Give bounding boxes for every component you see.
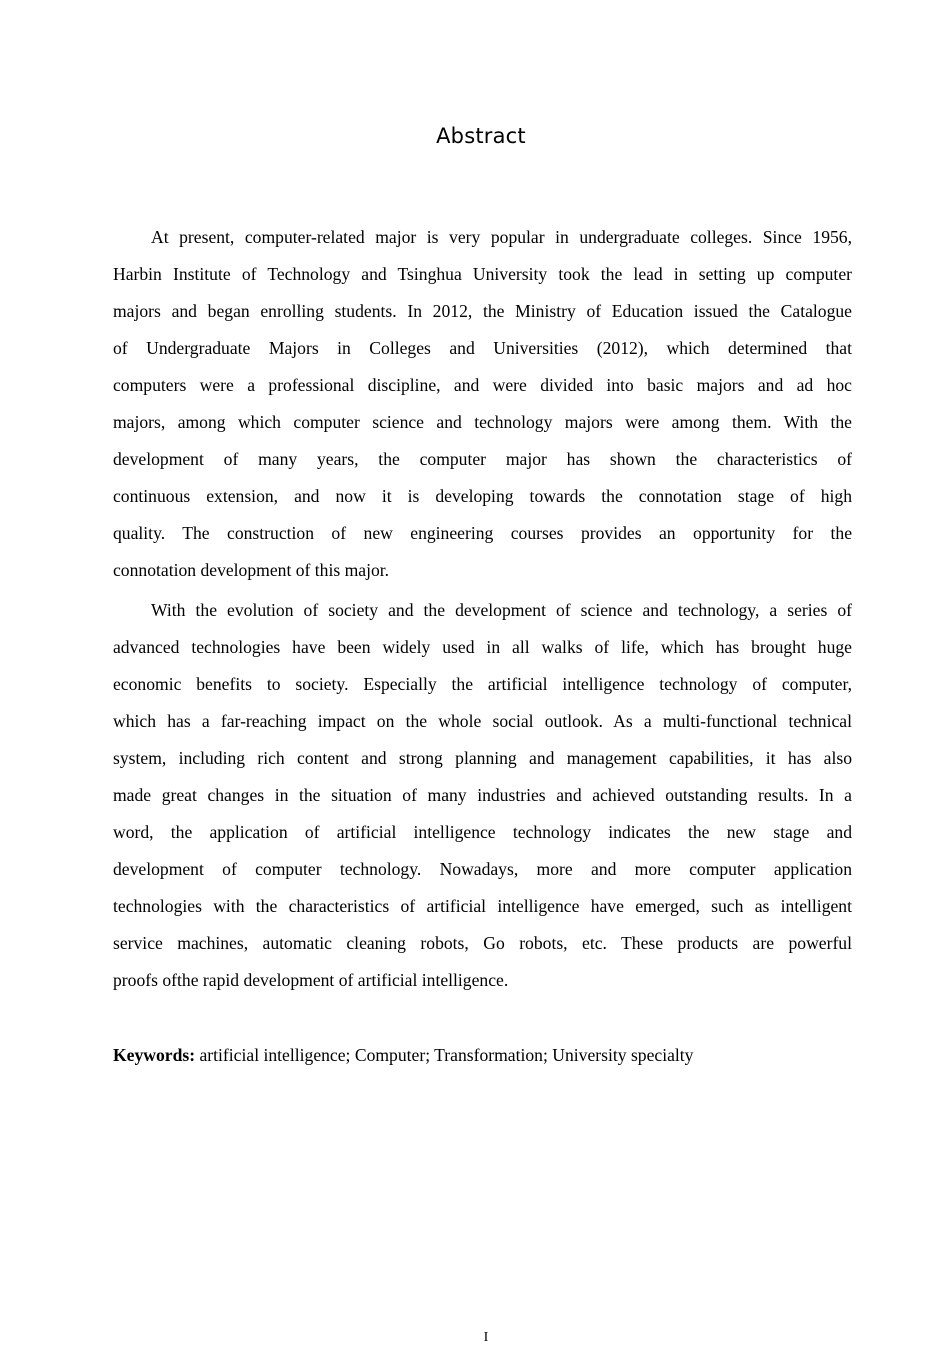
text-line: system, including rich content and strong planning and management capabilities, it has also	[113, 748, 852, 768]
text-line: At present, computer-related major is very popular in undergraduate colleges. Since 1956,	[151, 227, 852, 247]
text-line: of Undergraduate Majors in Colleges and Universities (2012), which determined that	[113, 338, 852, 358]
text-line: computers were a professional discipline, and were divided into basic majors and ad hoc	[113, 375, 852, 395]
text-line: Harbin Institute of Technology and Tsinghua University took the lead in setting up computer	[113, 264, 852, 284]
text-line: advanced technologies have been widely used in all walks of life, which has brought huge	[113, 637, 852, 657]
text-line: development of computer technology. Nowadays, more and more computer application	[113, 859, 852, 879]
text-line: economic benefits to society. Especially the artificial intelligence technology of computer,	[113, 674, 852, 694]
text-line: proofs ofthe rapid development of artificial intelligence.	[113, 970, 509, 990]
text-line: made great changes in the situation of many industries and achieved outstanding results. In a	[113, 785, 852, 805]
text-line: service machines, automatic cleaning robots, Go robots, etc. These products are powerful	[113, 933, 852, 953]
page-number: I	[483, 1330, 489, 1345]
text-line: development of many years, the computer major has shown the characteristics of	[113, 449, 852, 469]
keywords-label: Keywords:	[113, 1045, 196, 1065]
keywords-text: artificial intelligence; Computer; Transformation; University specialty	[195, 1045, 694, 1065]
abstract-title: Abstract	[436, 124, 526, 148]
text-line: quality. The construction of new engineering courses provides an opportunity for the	[113, 523, 852, 543]
text-line: which has a far-reaching impact on the whole social outlook. As a multi-functional technical	[113, 711, 852, 731]
text-line: technologies with the characteristics of artificial intelligence have emerged, such as intelligent	[113, 896, 852, 916]
abstract-paragraph-1	[113, 219, 852, 589]
abstract-paragraph-2	[113, 592, 852, 999]
text-line: majors and began enrolling students. In 2012, the Ministry of Education issued the Catalogue	[113, 301, 852, 321]
keywords	[113, 1037, 693, 1074]
text-line: word, the application of artificial intelligence technology indicates the new stage and	[113, 822, 852, 842]
text-line: majors, among which computer science and technology majors were among them. With the	[113, 412, 852, 432]
text-line: connotation development of this major.	[113, 560, 390, 580]
text-line: continuous extension, and now it is developing towards the connotation stage of high	[113, 486, 852, 506]
text-line: With the evolution of society and the development of science and technology, a series of	[151, 600, 852, 620]
